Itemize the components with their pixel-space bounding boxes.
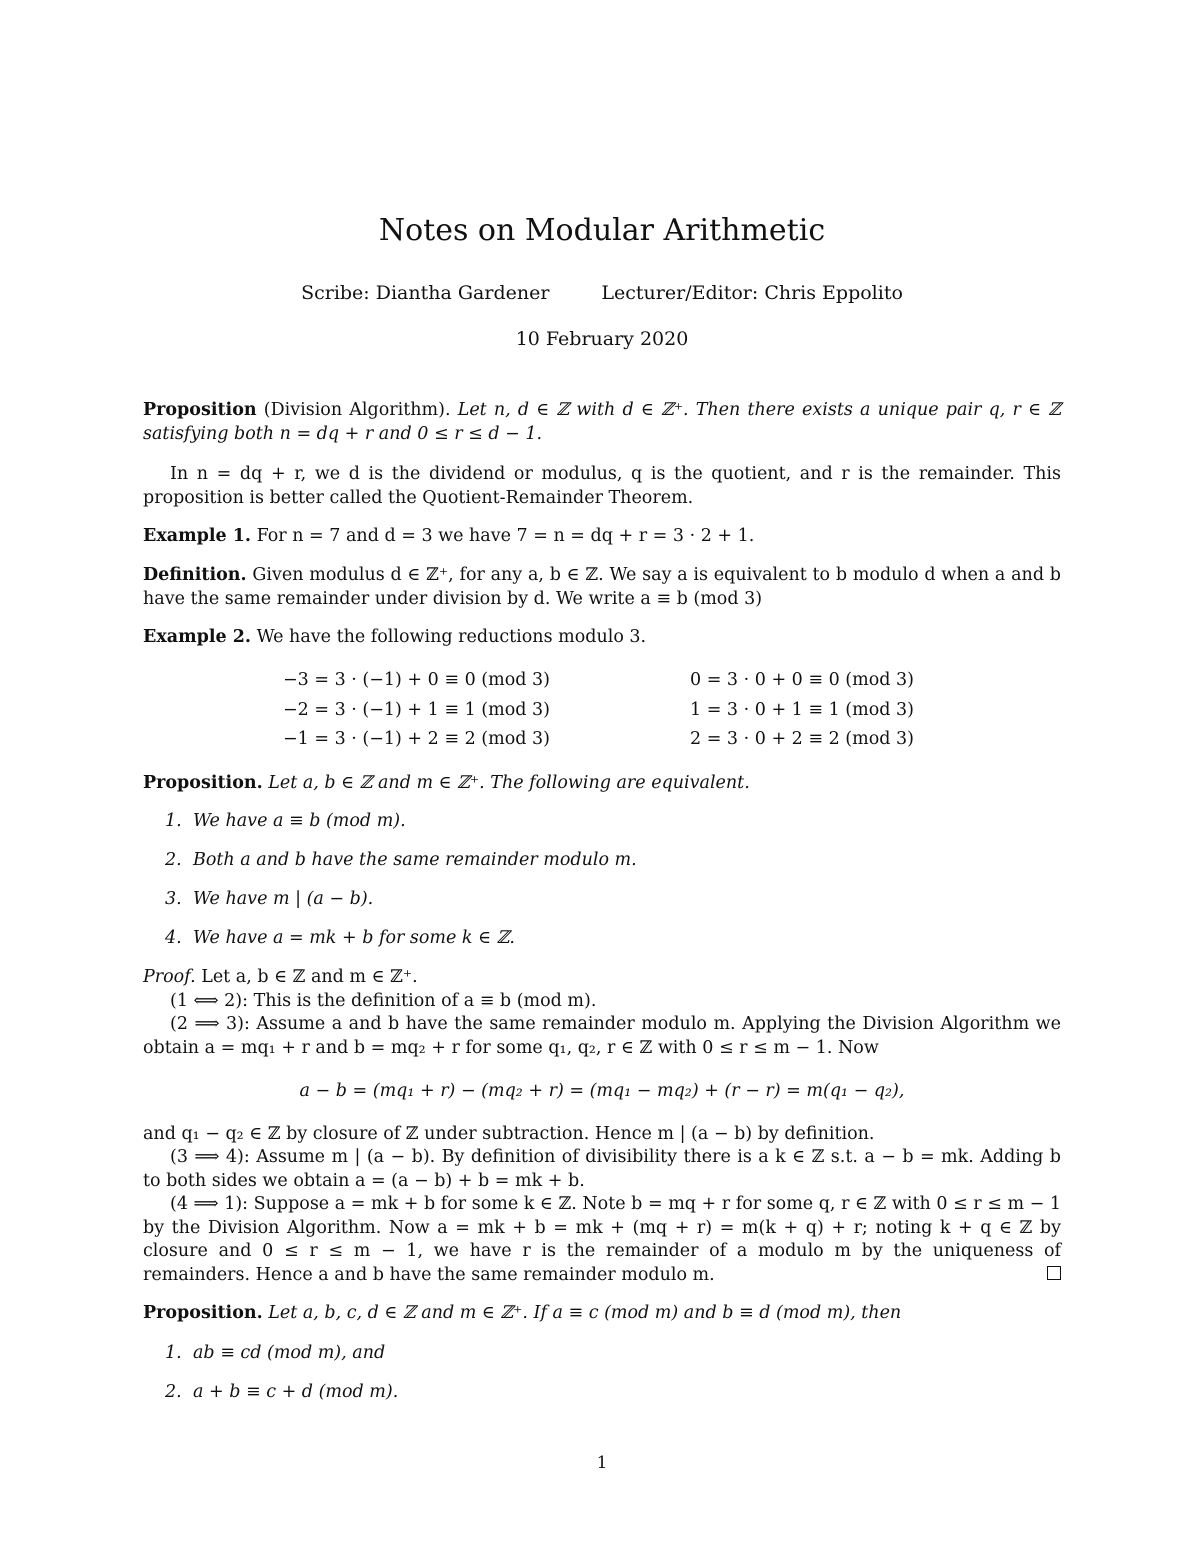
example-text: For n = 7 and d = 3 we have 7 = n = dq + r = 3 · 2 + 1. <box>251 526 755 546</box>
proposition-heading: Proposition. <box>143 773 263 793</box>
definition-text: Given modulus d ∈ ℤ⁺, for any a, b ∈ ℤ. We say a is equivalent to b modulo d when a and b have the same remainder under division by d. We write a ≡ b (mod 3) <box>143 565 1061 609</box>
example-heading: Example 1. <box>143 526 252 546</box>
example-2 <box>143 626 1061 650</box>
proposition-equivalences <box>143 772 1061 796</box>
proof-heading: Proof. <box>143 967 196 987</box>
proposition-statement: Let a, b, c, d ∈ ℤ and m ∈ ℤ⁺. If a ≡ c (mod m) and b ≡ d (mod m), then <box>262 1303 902 1323</box>
list-item: 1. ab ≡ cd (mod m), and <box>165 1343 386 1363</box>
list-item: 3. We have m | (a − b). <box>165 889 374 909</box>
list-item: 2. a + b ≡ c + d (mod m). <box>165 1382 399 1402</box>
list-item: 2. Both a and b have the same remainder modulo m. <box>165 850 637 870</box>
proof-step-1: (1 ⟺ 2): This is the definition of a ≡ b (mod m). <box>170 991 597 1011</box>
reduction-negative: −3 = 3 · (−1) + 0 ≡ 0 (mod 3) <box>283 670 550 690</box>
proposition-heading: Proposition. <box>143 1303 263 1323</box>
lecturer-name: Lecturer/Editor: Chris Eppolito <box>601 282 903 304</box>
reduction-row <box>143 728 1061 752</box>
quotient-remainder-paragraph: In n = dq + r, we d is the dividend or modulus, q is the quotient, and r is the remainder. This proposition is better called the Quotient-Remainder Theorem. <box>143 464 1061 508</box>
page-number: 1 <box>596 1453 608 1473</box>
proof-intro <box>143 966 1061 990</box>
qed-symbol <box>1047 1266 1061 1280</box>
example-1 <box>143 525 1061 549</box>
proposition-heading: Proposition <box>143 400 257 420</box>
proof-step-3: (3 ⟹ 4): Assume m | (a − b). By definition of divisibility there is a k ∈ ℤ s.t. a − b = mk. Adding b to both sides we obtain a = (a − b) + b = mk + b. <box>143 1147 1061 1191</box>
proposition-name: (Division Algorithm). <box>256 400 451 420</box>
reduction-negative: −1 = 3 · (−1) + 2 ≡ 2 (mod 3) <box>283 729 550 749</box>
reduction-nonnegative: 0 = 3 · 0 + 0 ≡ 0 (mod 3) <box>690 670 914 690</box>
list-item: 4. We have a = mk + b for some k ∈ ℤ. <box>165 928 515 948</box>
proposition-statement: Let n, d ∈ ℤ with d ∈ ℤ⁺. Then there exists a unique pair q, r ∈ ℤ satisfying both n = dq + r and 0 ≤ r ≤ d − 1. <box>143 400 1061 444</box>
document-date: 10 February 2020 <box>515 328 689 350</box>
proposition-statement: Let a, b ∈ ℤ and m ∈ ℤ⁺. The following are equivalent. <box>262 773 750 793</box>
reduction-row <box>143 699 1061 723</box>
reduction-nonnegative: 1 = 3 · 0 + 1 ≡ 1 (mod 3) <box>690 700 914 720</box>
proof-step-2: (2 ⟹ 3): Assume a and b have the same remainder modulo m. Applying the Division Algorithm we obtain a = mq₁ + r and b = mq₂ + r for some q₁, q₂, r ∈ ℤ with 0 ≤ r ≤ m − 1. Now <box>143 1014 1061 1058</box>
definition-equivalence <box>143 564 1061 611</box>
list-item: 1. We have a ≡ b (mod m). <box>165 811 406 831</box>
reduction-negative: −2 = 3 · (−1) + 1 ≡ 1 (mod 3) <box>283 700 550 720</box>
scribe-name: Scribe: Diantha Gardener <box>301 282 550 304</box>
reduction-nonnegative: 2 = 3 · 0 + 2 ≡ 2 (mod 3) <box>690 729 914 749</box>
author-line <box>143 280 1061 306</box>
reduction-row <box>143 669 1061 693</box>
definition-heading: Definition. <box>143 565 247 585</box>
document-title: Notes on Modular Arithmetic <box>378 213 826 248</box>
proposition-division-algorithm <box>143 399 1061 446</box>
proof-step-2-conclusion: and q₁ − q₂ ∈ ℤ by closure of ℤ under subtraction. Hence m | (a − b) by definition. <box>143 1124 875 1144</box>
proof-step-4: (4 ⟹ 1): Suppose a = mk + b for some k ∈ ℤ. Note b = mq + r for some q, r ∈ ℤ with 0 ≤ r ≤ m − 1 by the Division Algorithm. Now a = mk + b = mk + (mq + r) = m(k + q) + r; noting k + q ∈ ℤ by closure and 0 ≤ r ≤ m − 1, we have r is the remainder of a modulo m by the uniqueness of remainders. Hence a and b have the same remainder modulo m. <box>143 1194 1061 1285</box>
example-text: We have the following reductions modulo 3. <box>251 627 647 647</box>
proposition-congruence-arithmetic <box>143 1302 1061 1326</box>
proof-intro-text: Let a, b ∈ ℤ and m ∈ ℤ⁺. <box>195 967 418 987</box>
example-heading: Example 2. <box>143 627 252 647</box>
display-equation: a − b = (mq₁ + r) − (mq₂ + r) = (mq₁ − mq₂) + (r − r) = m(q₁ − q₂), <box>299 1081 905 1101</box>
